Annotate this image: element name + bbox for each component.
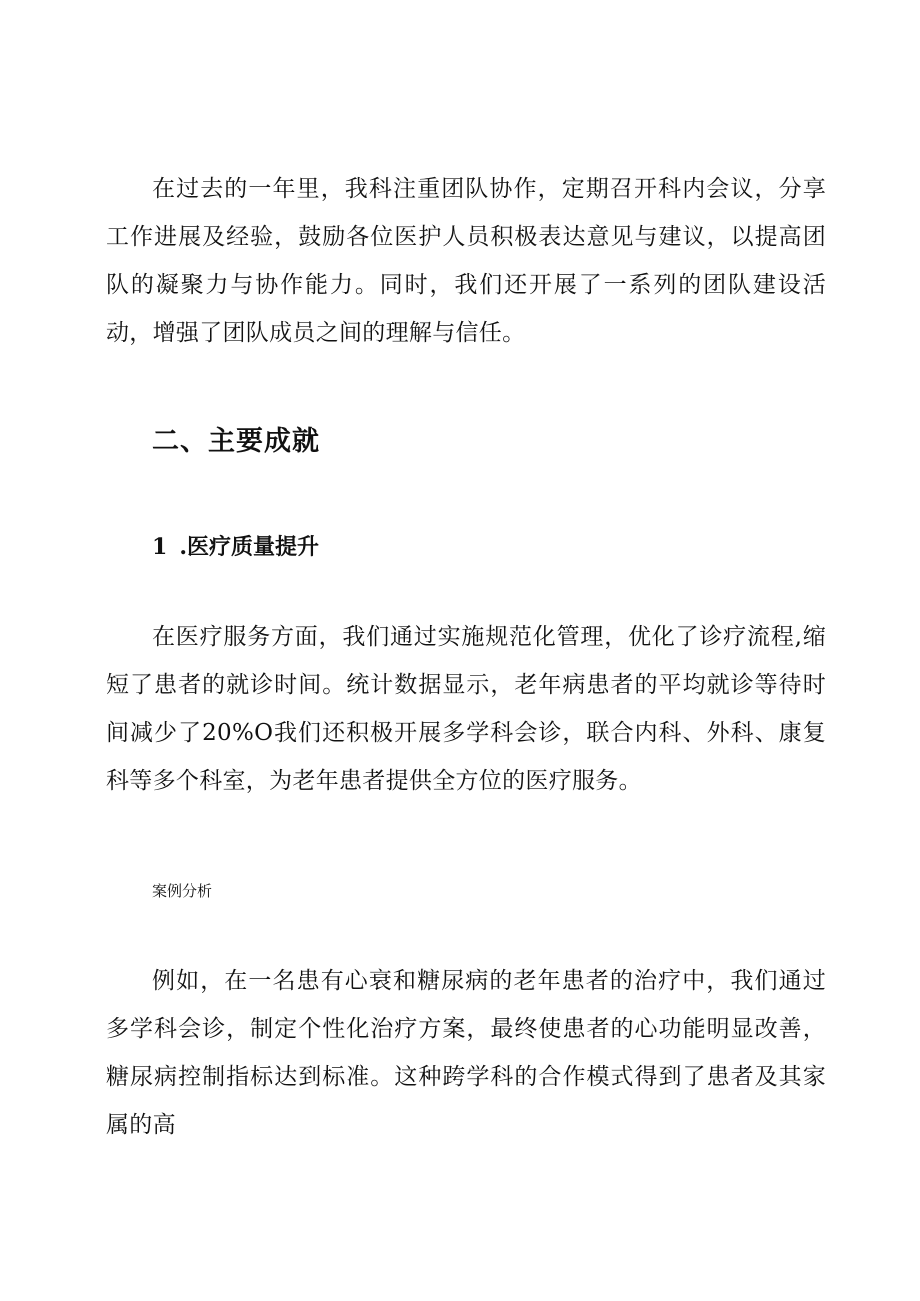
section-heading: 二、主要成就 [152, 426, 320, 457]
subsection-heading [152, 530, 319, 564]
paragraph-team-collaboration: 在过去的一年里，我科注重团队协作，定期召开科内会议，分享工作进展及经验，鼓励各位医护人员积极表达意见与建议，以提高团队的凝聚力与协作能力。同时，我们还开展了一系列的团队建设活动，增强了团队成员之间的理解与信任。 [106, 176, 826, 346]
paragraph-medical-quality: 在医疗服务方面，我们通过实施规范化管理，优化了诊疗流程,缩短了患者的就诊时间。统计数据显示，老年病患者的平均就诊等待时间减少了20%O我们还积极开展多学科会诊，联合内科、外科、康复科等多个科室，为老年患者提供全方位的医疗服务。 [106, 624, 826, 794]
subsection-number: 1 [152, 534, 168, 560]
subsection-dot: . [179, 534, 187, 560]
paragraph-case-example: 例如，在一名患有心衰和糖尿病的老年患者的治疗中，我们通过多学科会诊，制定个性化治疗方案，最终使患者的心功能明显改善，糖尿病控制指标达到标准。这种跨学科的合作模式得到了患者及其家属的高 [106, 968, 826, 1138]
case-analysis-label: 案例分析 [152, 882, 213, 900]
subsection-title: 医疗质量提升 [186, 534, 319, 560]
